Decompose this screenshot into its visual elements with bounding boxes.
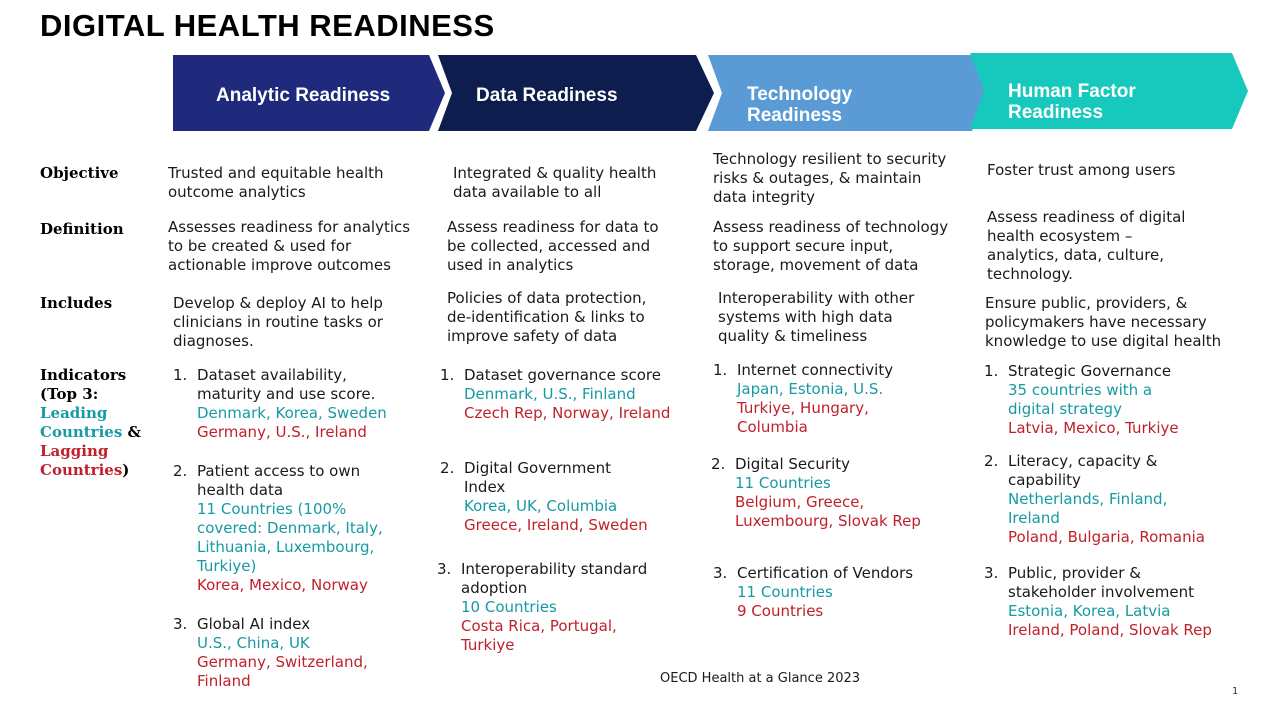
objective-text: data available to all: [453, 183, 602, 201]
chevron-label-line: Human Factor: [1008, 81, 1136, 102]
leading-countries: Netherlands, Finland,: [1008, 490, 1168, 508]
indicator-number: 2.: [984, 452, 999, 470]
chevron-label: [1008, 81, 1136, 123]
indicators-top3-label: (Top 3:: [40, 385, 99, 403]
indicator-name: Index: [464, 478, 506, 496]
includes-text: diagnoses.: [173, 332, 254, 350]
indicator-name: capability: [1008, 471, 1081, 489]
definition-cell: [713, 218, 948, 275]
row-label-indicators: [40, 366, 141, 480]
lagging-countries: Columbia: [737, 418, 808, 436]
leading-countries: Japan, Estonia, U.S.: [737, 380, 884, 398]
indicator-item: [437, 560, 647, 655]
indicator-number: 1.: [984, 362, 999, 380]
leading-countries: covered: Denmark, Italy,: [197, 519, 383, 537]
indicator-item: [440, 366, 670, 423]
chevron-label-line: Analytic Readiness: [216, 85, 391, 106]
objective-text: data integrity: [713, 188, 815, 206]
row-label-definition: Definition: [40, 220, 124, 238]
leading-countries: 35 countries with a: [1008, 381, 1153, 399]
leading-countries: Ireland: [1008, 509, 1060, 527]
indicator-name: health data: [197, 481, 284, 499]
lagging-label: Lagging: [40, 442, 109, 460]
lagging-countries: Belgium, Greece,: [735, 493, 865, 511]
lagging-countries: Latvia, Mexico, Turkiye: [1008, 419, 1179, 437]
indicator-number: 2.: [711, 455, 726, 473]
indicator-number: 3.: [713, 564, 728, 582]
leading-countries: digital strategy: [1008, 400, 1122, 418]
indicator-number: 2.: [173, 462, 188, 480]
chevron-label-line: Data Readiness: [476, 85, 618, 106]
lagging-countries: 9 Countries: [737, 602, 824, 620]
lagging-countries: Germany, U.S., Ireland: [197, 423, 367, 441]
indicator-item: [711, 455, 921, 531]
definition-text: Assess readiness of technology: [713, 218, 949, 236]
chevron-label-line: Readiness: [1008, 102, 1104, 123]
page-title: DIGITAL HEALTH READINESS: [40, 8, 495, 43]
indicator-name: Strategic Governance: [1008, 362, 1172, 380]
chevron-label: [216, 85, 390, 106]
objective-text: Foster trust among users: [987, 161, 1176, 179]
indicator-item: [173, 366, 387, 442]
indicator-number: 1.: [713, 361, 728, 379]
definition-text: actionable improve outcomes: [168, 256, 391, 274]
indicator-number: 2.: [440, 459, 455, 477]
indicator-name: Digital Security: [735, 455, 851, 473]
source-citation: OECD Health at a Glance 2023: [660, 671, 861, 686]
indicator-name: Global AI index: [197, 615, 311, 633]
definition-text: Assesses readiness for analytics: [168, 218, 411, 236]
page-number: 1: [1232, 686, 1239, 697]
objective-text: risks & outages, & maintain: [713, 169, 922, 187]
definition-text: Assess readiness for data to: [447, 218, 659, 236]
lagging-countries: Luxembourg, Slovak Rep: [735, 512, 921, 530]
leading-countries: Estonia, Korea, Latvia: [1008, 602, 1171, 620]
includes-text: Interoperability with other: [718, 289, 915, 307]
leading-countries: Lithuania, Luxembourg,: [197, 538, 375, 556]
definition-text: used in analytics: [447, 256, 574, 274]
definition-cell: [987, 208, 1185, 284]
indicator-name: Digital Government: [464, 459, 611, 477]
lagging-countries: Germany, Switzerland,: [197, 653, 368, 671]
indicator-name: Literacy, capacity &: [1008, 452, 1158, 470]
leading-countries: Korea, UK, Columbia: [464, 497, 618, 515]
chevron-technology-readiness: [708, 55, 988, 131]
leading-countries: U.S., China, UK: [197, 634, 310, 652]
objective-cell: [713, 150, 946, 207]
includes-text: Develop & deploy AI to help: [173, 294, 383, 312]
indicator-name: Dataset availability,: [197, 366, 347, 384]
ampersand: &: [127, 423, 142, 441]
leading-countries: 10 Countries: [461, 598, 557, 616]
indicator-name: maturity and use score.: [197, 385, 376, 403]
definition-text: analytics, data, culture,: [987, 246, 1165, 264]
includes-text: improve safety of data: [447, 327, 618, 345]
indicator-number: 1.: [173, 366, 188, 384]
includes-cell: [985, 294, 1221, 351]
leading-label: Leading: [40, 404, 108, 422]
lagging-countries-label: Countries: [40, 461, 123, 479]
includes-text: clinicians in routine tasks or: [173, 313, 383, 331]
chevron-label-line: Technology: [747, 84, 853, 105]
includes-text: de-identification & links to: [447, 308, 645, 326]
indicator-name: Certification of Vendors: [737, 564, 914, 582]
lagging-countries: Czech Rep, Norway, Ireland: [464, 404, 671, 422]
objective-text: Trusted and equitable health: [168, 164, 384, 182]
includes-text: policymakers have necessary: [985, 313, 1207, 331]
includes-cell: [173, 294, 383, 351]
lagging-countries: Poland, Bulgaria, Romania: [1008, 528, 1205, 546]
leading-countries: Turkiye): [197, 557, 257, 575]
includes-text: Policies of data protection,: [447, 289, 647, 307]
indicator-item: [173, 462, 383, 595]
leading-countries: 11 Countries: [737, 583, 833, 601]
indicator-number: 3.: [984, 564, 999, 582]
close-paren: ): [122, 461, 130, 479]
indicators-label: Indicators: [40, 366, 127, 384]
definition-text: storage, movement of data: [713, 256, 919, 274]
includes-text: quality & timeliness: [718, 327, 868, 345]
indicator-name: Public, provider &: [1008, 564, 1141, 582]
includes-cell: [447, 289, 646, 346]
indicator-item: [984, 362, 1179, 438]
definition-cell: [447, 218, 659, 275]
indicator-name: Patient access to own: [197, 462, 361, 480]
includes-text: systems with high data: [718, 308, 893, 326]
definition-text: be collected, accessed and: [447, 237, 651, 255]
objective-cell: [453, 164, 656, 202]
row-label-objective: Objective: [40, 164, 119, 182]
leading-countries: Denmark, Korea, Sweden: [197, 404, 387, 422]
lagging-countries: Finland: [197, 672, 251, 690]
leading-countries: Denmark, U.S., Finland: [464, 385, 636, 403]
includes-cell: [718, 289, 914, 346]
indicator-number: 3.: [173, 615, 188, 633]
definition-text: Assess readiness of digital: [987, 208, 1186, 226]
chevron-label: [476, 85, 618, 106]
indicator-name: adoption: [461, 579, 528, 597]
indicator-item: [440, 459, 648, 535]
chevron-label: [747, 84, 852, 126]
indicator-item: [713, 361, 893, 437]
indicator-item: [173, 615, 368, 691]
indicator-name: Internet connectivity: [737, 361, 894, 379]
leading-countries: 11 Countries: [735, 474, 831, 492]
indicator-number: 1.: [440, 366, 455, 384]
objective-text: Technology resilient to security: [713, 150, 947, 168]
leading-countries-label: Countries: [40, 423, 123, 441]
definition-text: to support secure input,: [713, 237, 894, 255]
objective-cell: [987, 161, 1175, 180]
definition-text: health ecosystem –: [987, 227, 1133, 245]
indicator-name: Interoperability standard: [461, 560, 648, 578]
indicator-item: [713, 564, 913, 621]
includes-text: Ensure public, providers, &: [985, 294, 1188, 312]
chevron-analytic-readiness: [173, 55, 445, 131]
indicator-name: Dataset governance score: [464, 366, 661, 384]
lagging-countries: Ireland, Poland, Slovak Rep: [1008, 621, 1212, 639]
objective-text: Integrated & quality health: [453, 164, 657, 182]
lagging-countries: Turkiye, Hungary,: [737, 399, 869, 417]
chevron-human-factor-readiness: [970, 53, 1248, 129]
leading-countries: 11 Countries (100%: [197, 500, 347, 518]
lagging-countries: Turkiye: [461, 636, 515, 654]
row-label-includes: Includes: [40, 294, 113, 312]
indicator-item: [984, 564, 1212, 640]
indicator-item: [984, 452, 1205, 547]
objective-text: outcome analytics: [168, 183, 306, 201]
definition-text: technology.: [987, 265, 1073, 283]
indicator-number: 3.: [437, 560, 452, 578]
indicator-name: stakeholder involvement: [1008, 583, 1195, 601]
chevron-label-line: Readiness: [747, 105, 843, 126]
lagging-countries: Korea, Mexico, Norway: [197, 576, 368, 594]
lagging-countries: Costa Rica, Portugal,: [461, 617, 617, 635]
objective-cell: [168, 164, 384, 202]
includes-text: knowledge to use digital health: [985, 332, 1222, 350]
definition-text: to be created & used for: [168, 237, 352, 255]
chevron-data-readiness: [438, 55, 714, 131]
lagging-countries: Greece, Ireland, Sweden: [464, 516, 648, 534]
definition-cell: [168, 218, 410, 275]
